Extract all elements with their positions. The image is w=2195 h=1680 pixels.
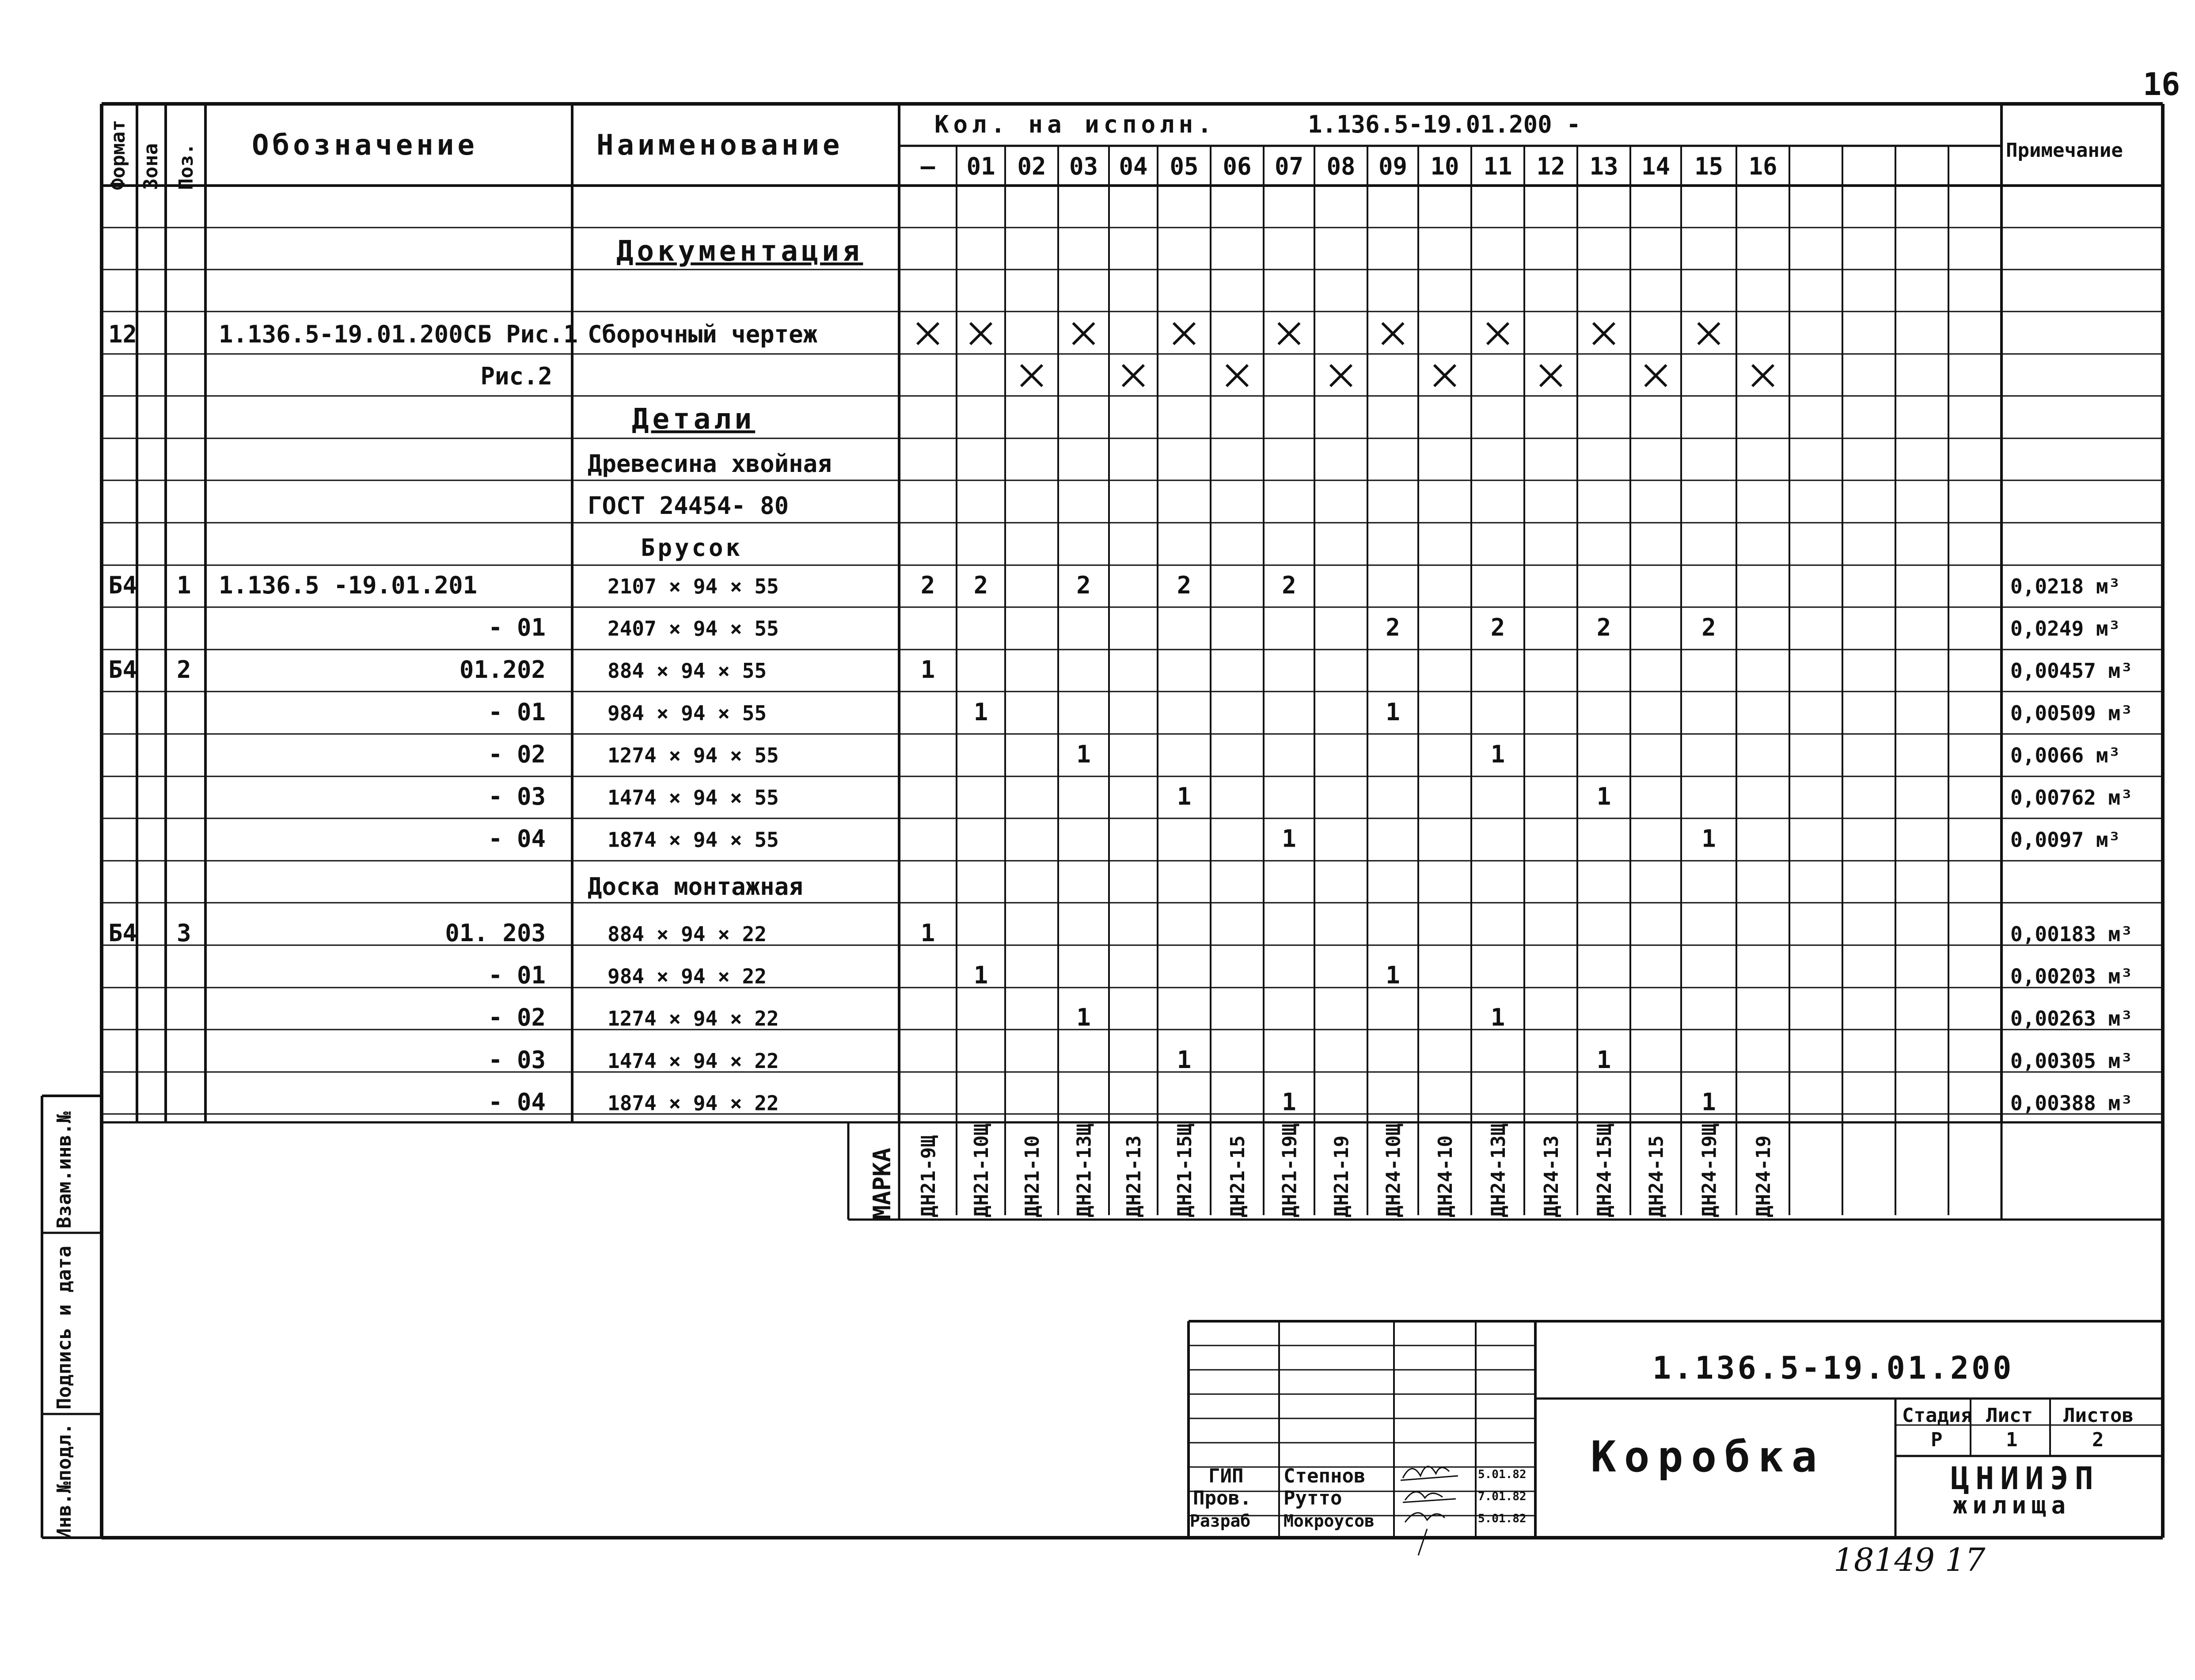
cell-name: 1474 × 94 × 55: [608, 786, 779, 810]
x-mark: [1123, 365, 1144, 386]
cell-qty: 1: [1490, 1003, 1505, 1032]
cell-qty: 1: [1177, 1045, 1192, 1074]
stage-label: Стадия: [1902, 1404, 1972, 1427]
marka-value: ДН21-10Щ: [970, 1124, 993, 1217]
x-mark: [1487, 323, 1508, 344]
date-check: 7.01.82: [1478, 1490, 1527, 1503]
org-name-2: жилища: [1953, 1491, 2071, 1519]
cell-format: Б4: [108, 656, 137, 684]
marka-value: ДН21-15: [1227, 1135, 1249, 1217]
group-bar: Брусок: [641, 534, 743, 562]
header-name: Наименование: [596, 129, 843, 162]
cell-designation: 01. 203: [445, 919, 546, 947]
cell-pos: 3: [177, 919, 191, 947]
header-note: Примечание: [2006, 139, 2123, 162]
execution-header: 08: [1326, 152, 1356, 180]
execution-header: 14: [1641, 152, 1671, 180]
marka-value: ДН21-19Щ: [1278, 1124, 1301, 1217]
cell-designation: - 02: [488, 1003, 546, 1032]
cell-pos: 1: [177, 571, 191, 599]
execution-header: 15: [1694, 152, 1724, 180]
cell-designation: - 03: [488, 783, 546, 810]
stage-value: Р: [1931, 1429, 1943, 1451]
x-mark: [1279, 323, 1300, 344]
part-row: [488, 825, 2120, 853]
cell-qty: 1: [920, 656, 935, 684]
cell-qty: 2: [1596, 613, 1611, 642]
title-code: 1.136.5-19.01.200: [1652, 1350, 2014, 1386]
side-stamp: [53, 1111, 76, 1540]
sheets-value: 2: [2092, 1429, 2104, 1451]
org-name-1: ЦНИИЭП: [1951, 1460, 2100, 1497]
header-designation: Обозначение: [252, 129, 478, 162]
execution-header: 01: [966, 152, 995, 180]
marka-value: ДН24-13: [1540, 1135, 1563, 1217]
cell-designation: - 04: [488, 825, 546, 853]
cell-name: 984 × 94 × 22: [608, 964, 767, 988]
x-mark: [1330, 365, 1352, 386]
marka-value: ДН21-15Щ: [1173, 1124, 1196, 1217]
cell-note: 0,00762 м³: [2010, 786, 2133, 810]
cell-name: 2107 × 94 × 55: [608, 574, 779, 598]
marka-value: ДН24-13Щ: [1487, 1124, 1510, 1217]
part-row: [108, 656, 2133, 684]
x-mark: [1752, 365, 1773, 386]
marka-label: МАРКА: [868, 1148, 896, 1220]
section-documentation: Документация: [616, 235, 863, 268]
cell-note: 0,0066 м³: [2010, 743, 2121, 768]
cell-format: 12: [108, 320, 137, 348]
cell-qty: 1: [1386, 698, 1400, 726]
part-row: [488, 614, 2120, 642]
cell-qty: 1: [1282, 1088, 1296, 1116]
role-dev: Разраб: [1190, 1511, 1251, 1531]
sheet-number: 16: [2143, 66, 2180, 103]
execution-header: 12: [1536, 152, 1565, 180]
cell-qty: 1: [1701, 1088, 1716, 1116]
role-check: Пров.: [1193, 1487, 1252, 1509]
cell-designation: - 04: [488, 1088, 546, 1116]
spec-rows: [108, 320, 2133, 1116]
spec-table-grid: [42, 104, 2163, 1538]
cell-qty: 2: [920, 571, 935, 599]
execution-header: 09: [1378, 152, 1408, 180]
part-row: [488, 740, 2120, 768]
cell-name: 1874 × 94 × 22: [608, 1091, 779, 1115]
execution-header: —: [920, 152, 935, 180]
x-mark: [1645, 365, 1667, 386]
name-check: Рутто: [1284, 1487, 1342, 1509]
cell-name: 884 × 94 × 55: [608, 659, 767, 683]
execution-header: 10: [1430, 152, 1459, 180]
cell-pos: 2: [177, 656, 191, 684]
part-row: [108, 919, 2133, 947]
cell-qty: 1: [1490, 740, 1505, 768]
x-mark: [1073, 323, 1094, 344]
header-qty-label: Кол. на исполн.: [934, 110, 1216, 138]
role-gip: ГИП: [1208, 1465, 1244, 1487]
cell-format: Б4: [108, 919, 137, 947]
part-row: [488, 698, 2133, 726]
execution-header: 11: [1483, 152, 1512, 180]
marka-values: [917, 1124, 1775, 1217]
cell-qty: 1: [1282, 825, 1296, 853]
execution-header: 04: [1119, 152, 1148, 180]
signature-dev: [1405, 1513, 1445, 1555]
name-gip: Степнов: [1284, 1465, 1366, 1487]
signature-check: [1403, 1492, 1456, 1502]
cell-name: Сборочный чертеж: [588, 320, 818, 348]
cell-designation: - 03: [488, 1045, 546, 1074]
signature-gip: [1401, 1467, 1458, 1480]
cell-format: Б4: [108, 571, 137, 599]
cell-note: 0,00388 м³: [2010, 1091, 2133, 1115]
cell-note: 0,0218 м³: [2010, 574, 2121, 598]
sheet-label: Лист: [1986, 1404, 2033, 1427]
cell-designation: - 01: [488, 961, 546, 989]
cell-note: 0,00263 м³: [2010, 1007, 2133, 1031]
cell-qty: 1: [1596, 783, 1611, 810]
doc-row: [480, 362, 1773, 390]
cell-qty: 2: [1386, 613, 1400, 642]
side-stamp-replaced: Взам.инв.№: [53, 1111, 76, 1228]
doc-row: [108, 320, 1720, 348]
cell-qty: 2: [1177, 571, 1192, 599]
part-row: [108, 571, 2120, 599]
cell-qty: 2: [973, 571, 988, 599]
cell-designation: Рис.2: [480, 362, 552, 390]
sheet-value: 1: [2006, 1429, 2018, 1451]
cell-designation: 1.136.5 -19.01.201: [219, 571, 478, 599]
cell-note: 0,00509 м³: [2010, 701, 2133, 725]
cell-note: 0,00457 м³: [2010, 659, 2133, 683]
cell-qty: 1: [1386, 961, 1400, 989]
cell-designation: 1.136.5-19.01.200СБ Рис.1: [219, 320, 578, 348]
cell-qty: 1: [1076, 1003, 1091, 1032]
marka-value: ДН24-15Щ: [1593, 1124, 1616, 1217]
title-block: [1190, 1350, 2134, 1555]
marka-value: ДН21-9Щ: [917, 1135, 940, 1217]
x-mark: [1382, 323, 1404, 344]
marka-value: ДН24-10: [1434, 1135, 1457, 1217]
part-row: [488, 1003, 2133, 1031]
material-line-2: ГОСТ 24454- 80: [588, 492, 789, 520]
cell-name: 1874 × 94 × 55: [608, 828, 779, 852]
date-dev: 5.01.82: [1478, 1512, 1527, 1525]
cell-note: 0,00203 м³: [2010, 964, 2133, 988]
x-mark: [1021, 365, 1042, 386]
cell-note: 0,0097 м³: [2010, 828, 2121, 852]
x-mark: [1698, 323, 1720, 344]
header-pos: Поз.: [175, 143, 197, 190]
cell-designation: - 01: [488, 613, 546, 642]
execution-header: 03: [1069, 152, 1098, 180]
cell-name: 1274 × 94 × 22: [608, 1007, 779, 1031]
spec-table-header: [107, 110, 2123, 190]
x-mark: [1434, 365, 1455, 386]
x-mark: [1540, 365, 1561, 386]
cell-qty: 2: [1490, 613, 1505, 642]
date-gip: 5.01.82: [1478, 1468, 1527, 1481]
marka-value: ДН24-19Щ: [1698, 1124, 1721, 1217]
cell-qty: 1: [1596, 1045, 1611, 1074]
marka-value: ДН24-15: [1645, 1135, 1668, 1217]
execution-header: 07: [1274, 152, 1304, 180]
marka-value: ДН21-10: [1021, 1135, 1044, 1217]
cell-designation: 01.202: [459, 656, 546, 684]
header-zone: Зона: [140, 143, 162, 190]
execution-header: 13: [1589, 152, 1618, 180]
cell-designation: - 02: [488, 740, 546, 768]
marka-value: ДН24-19: [1752, 1135, 1775, 1217]
marka-value: ДН24-10Щ: [1382, 1124, 1405, 1217]
side-stamp-signature: Подпись и дата: [53, 1246, 76, 1410]
title-name: Коробка: [1591, 1432, 1825, 1482]
sheets-label: Листов: [2063, 1404, 2134, 1427]
cell-qty: 2: [1282, 571, 1296, 599]
marka-value: ДН21-19: [1330, 1135, 1353, 1217]
cell-qty: 1: [973, 961, 988, 989]
cell-note: 0,00183 м³: [2010, 922, 2133, 946]
part-row: [488, 783, 2133, 810]
execution-header: 05: [1170, 152, 1199, 180]
cell-qty: 1: [1076, 740, 1091, 768]
cell-qty: 2: [1076, 571, 1091, 599]
x-mark: [1227, 365, 1248, 386]
marka-value: ДН21-13: [1123, 1135, 1145, 1217]
cell-note: 0,00305 м³: [2010, 1049, 2133, 1073]
part-row: [488, 1046, 2133, 1074]
material-line-1: Древесина хвойная: [588, 450, 832, 478]
header-format: Формат: [107, 120, 129, 190]
side-stamp-inv: Инв.№подл.: [53, 1423, 76, 1540]
x-mark: [970, 323, 991, 344]
cell-note: 0,0249 м³: [2010, 616, 2121, 641]
execution-headers: [921, 152, 1777, 180]
cell-name: 1474 × 94 × 22: [608, 1049, 779, 1073]
cell-name: 984 × 94 × 55: [608, 701, 767, 725]
x-mark: [1173, 323, 1195, 344]
cell-name: 884 × 94 × 22: [608, 922, 767, 946]
group-board: Доска монтажная: [588, 873, 803, 901]
execution-header: 06: [1223, 152, 1252, 180]
part-row: [488, 962, 2133, 989]
header-base-code: 1.136.5-19.01.200 -: [1308, 110, 1581, 138]
cell-name: 1274 × 94 × 55: [608, 743, 779, 768]
part-row: [488, 1088, 2133, 1116]
cell-qty: 2: [1701, 613, 1716, 642]
cell-qty: 1: [1701, 825, 1716, 853]
execution-header: 16: [1748, 152, 1777, 180]
cell-qty: 1: [920, 919, 935, 947]
x-mark: [917, 323, 938, 344]
footer-handwritten: 18149 17: [1834, 1541, 1986, 1578]
x-mark: [1593, 323, 1614, 344]
cell-qty: 1: [973, 698, 988, 726]
execution-header: 02: [1017, 152, 1046, 180]
name-dev: Мокроусов: [1284, 1511, 1375, 1531]
cell-name: 2407 × 94 × 55: [608, 616, 779, 641]
section-details: Детали: [632, 403, 756, 436]
marka-value: ДН21-13Щ: [1073, 1124, 1096, 1217]
cell-qty: 1: [1177, 783, 1192, 810]
cell-designation: - 01: [488, 698, 546, 726]
